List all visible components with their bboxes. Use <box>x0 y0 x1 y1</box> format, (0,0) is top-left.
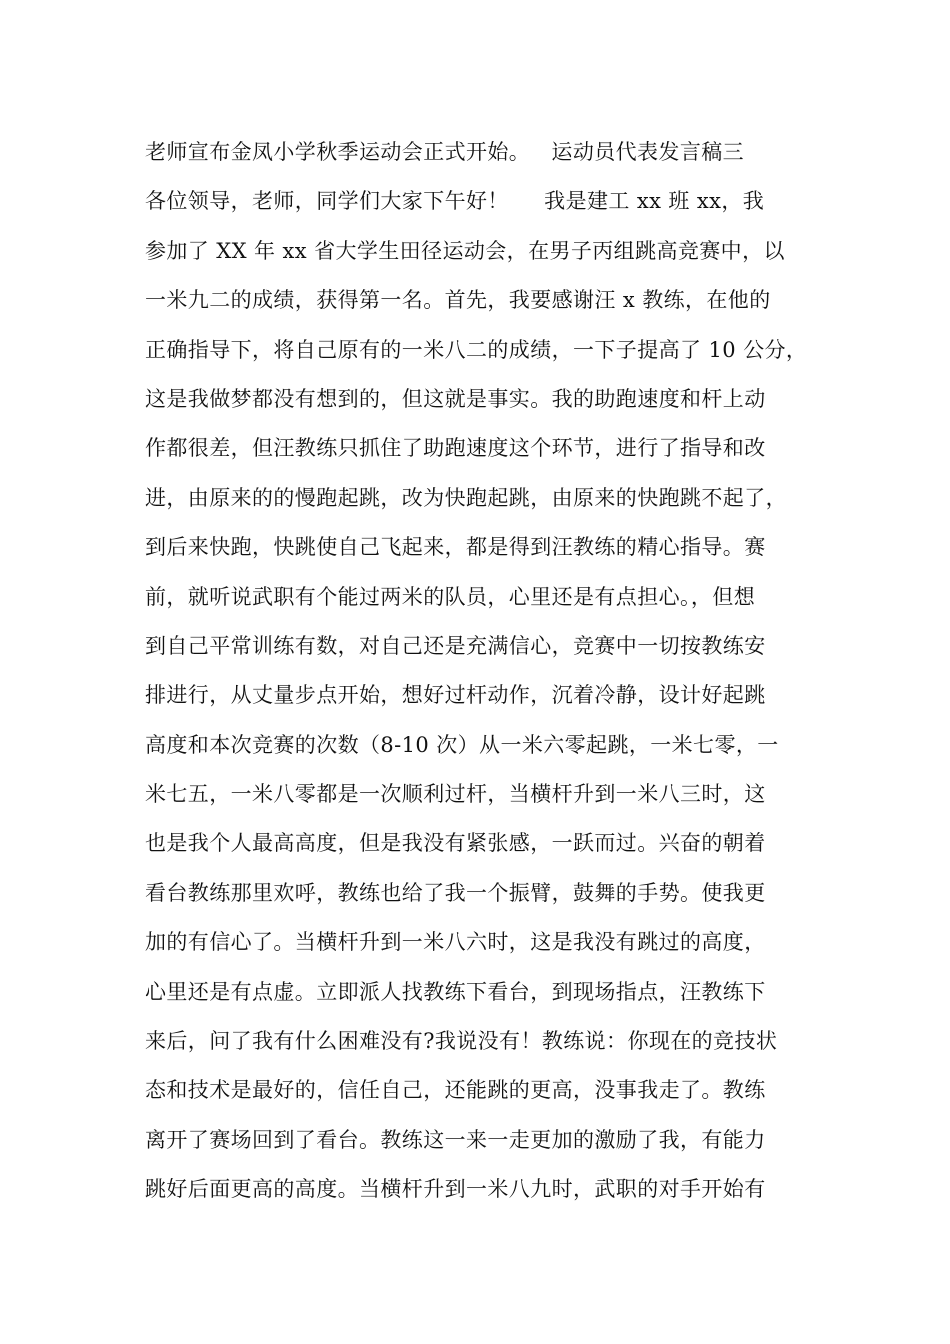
text-line: 也是我个人最高高度，但是我没有紧张感，一跃而过。兴奋的朝着 <box>145 831 766 856</box>
text-line: 看台教练那里欢呼，教练也给了我一个振臂，鼓舞的手势。使我更 <box>145 880 766 905</box>
text-line: 高度和本次竞赛的次数（8-10 次）从一米六零起跳，一米七零，一 <box>145 732 779 757</box>
text-line: 参加了 XX 年 xx 省大学生田径运动会，在男子丙组跳高竞赛中，以 <box>145 238 785 263</box>
text-line: 心里还是有点虚。立即派人找教练下看台，到现场指点，汪教练下 <box>145 979 766 1004</box>
text-line: 到自己平常训练有数，对自己还是充满信心，竞赛中一切按教练安 <box>145 633 766 658</box>
text-line: 加的有信心了。当横杆升到一米八六时，这是我没有跳过的高度， <box>145 930 766 955</box>
text-line: 各位领导，老师，同学们大家下午好！ 我是建工 xx 班 xx，我 <box>145 189 765 214</box>
text-line: 作都很差，但汪教练只抓住了助跑速度这个环节，进行了指导和改 <box>145 436 766 461</box>
text-line: 跳好后面更高的高度。当横杆升到一米八九时，武职的对手开始有 <box>145 1177 766 1202</box>
text-line: 来后，问了我有什么困难没有?我说没有！教练说：你现在的竞技状 <box>145 1029 778 1054</box>
text-line: 到后来快跑，快跳使自己飞起来，都是得到汪教练的精心指导。赛 <box>145 535 766 560</box>
text-line: 进，由原来的的慢跑起跳，改为快跑起跳，由原来的快跑跳不起了， <box>145 485 787 510</box>
text-line: 这是我做梦都没有想到的，但这就是事实。我的助跑速度和杆上动 <box>145 386 766 411</box>
text-line: 离开了赛场回到了看台。教练这一来一走更加的激励了我，有能力 <box>145 1127 766 1152</box>
text-line: 前，就听说武职有个能过两米的队员，心里还是有点担心。，但想 <box>145 584 756 609</box>
text-line: 一米九二的成绩，获得第一名。首先，我要感谢汪 x 教练，在他的 <box>145 288 771 313</box>
text-line: 排进行，从丈量步点开始，想好过杆动作，沉着冷静，设计好起跳 <box>145 683 766 708</box>
text-line: 米七五，一米八零都是一次顺利过杆，当横杆升到一米八三时，这 <box>145 782 766 807</box>
text-line: 态和技术是最好的，信任自己，还能跳的更高，没事我走了。教练 <box>145 1078 766 1103</box>
text-line: 正确指导下，将自己原有的一米八二的成绩，一下子提高了 10 公分， <box>145 337 808 362</box>
body-text <box>145 128 815 1215</box>
text-line: 老师宣布金凤小学秋季运动会正式开始。 运动员代表发言稿三 <box>145 140 745 164</box>
